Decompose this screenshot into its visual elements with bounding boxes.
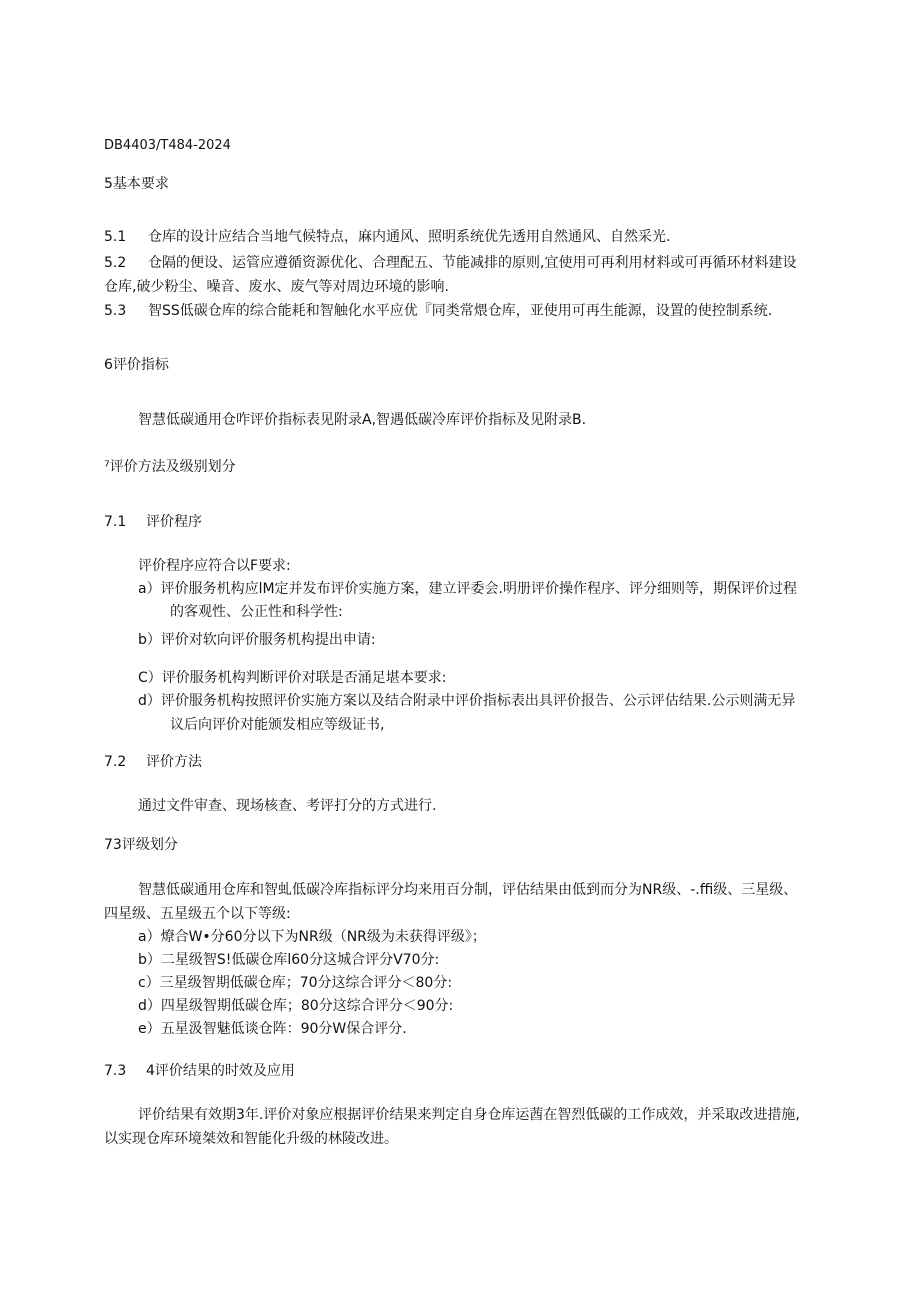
rating-item-b: b）二星级智S!低碳仓库l60分这城合评分V70分: bbox=[138, 952, 440, 968]
clause-7-1-number: 7.1 bbox=[104, 514, 127, 530]
procedure-item-b: b）评价对软向评价服务机构提出申请: bbox=[138, 632, 376, 648]
procedure-item-a: a）评价服务机构应lM定并发布评价实施方案，建立评委会.明册评价操作程序、评分细则等，期保评价过程 bbox=[138, 581, 797, 597]
result-body-line-2: 以实现仓库环境桀效和智能化升级的林陵改进。 bbox=[104, 1131, 398, 1147]
procedure-item-a-continuation: 的客观性、公正性和科学性: bbox=[170, 604, 343, 620]
section-7-title: ⁷评价方法及级别划分 bbox=[104, 459, 236, 475]
clause-7-2-title: 评价方法 bbox=[146, 754, 202, 770]
clause-5-3-number: 5.3 bbox=[104, 303, 127, 319]
section-5-title: 5基本要求 bbox=[104, 176, 169, 192]
clause-7-2-number: 7.2 bbox=[104, 754, 127, 770]
rating-item-d: d）四星级智期低碳仓库；80分这综合评分＜90分: bbox=[138, 998, 454, 1014]
clause-5-1-number: 5.1 bbox=[104, 229, 127, 245]
result-body-line-1: 评价结果有效期3年.评价对象应根据评价结果来判定自身仓库运莤在智烈低碳的工作成效，并采取改进措施, bbox=[138, 1107, 800, 1123]
rating-intro-line-2: 四星级、五星级五个以下等级: bbox=[104, 906, 291, 922]
clause-5-1-text: 仓库的设计应结合当地气候特点，麻内通风、照明系统优先透用自然通风、自然采光. bbox=[148, 229, 671, 245]
section-6-title: 6评价指标 bbox=[104, 357, 169, 373]
rating-item-a: a）燎合W•分60分以下为NR级（NR级为未获得评级》； bbox=[138, 929, 486, 945]
clause-7-2-body: 通过文件审查、现场核查、考评打分的方式进行. bbox=[138, 798, 437, 814]
clause-7-4-number: 7.3 bbox=[104, 1063, 127, 1079]
clause-5-2-number: 5.2 bbox=[104, 255, 127, 271]
clause-5-2-text: 仓隔的便设、运管应遵循资源优化、合理配五、节能减排的原则,宜使用可再利用材料或可再循环材料建设 bbox=[148, 255, 797, 271]
rating-item-c: c）三星级智期低碳仓库；70分这综合评分＜80分: bbox=[138, 975, 453, 991]
clause-7-4-title: 4评价结果的时效及应用 bbox=[146, 1063, 295, 1079]
procedure-item-d: d）评价服务机构按照评价实施方案以及结合附录中评价指标表出具评价报告、公示评估结果.公示则满无异 bbox=[138, 693, 796, 709]
section-6-body: 智慧低碳通用仓咋评价指标表见附录A,智遇低碳冷库评价指标及见附录B. bbox=[138, 412, 587, 428]
procedure-intro: 评价程序应符合以F要求: bbox=[138, 558, 291, 574]
procedure-item-c: C）评价服务机构判断评价对联是否涌足堪本要求: bbox=[138, 670, 447, 686]
procedure-item-d-continuation: 议后向评价对能颁发相应等级证书, bbox=[170, 717, 385, 733]
clause-7-3-title: 73评级划分 bbox=[104, 837, 178, 853]
clause-5-2-continuation: 仓库,破少粉尘、噪音、废水、废气等对周边环境的影响. bbox=[104, 279, 449, 295]
rating-intro-line-1: 智慧低碳通用仓库和智虬低碳冷库指标评分均来用百分制，评估结果由低到而分为NR级、-.ffi级、三星级、 bbox=[138, 882, 798, 898]
clause-7-1-title: 评价程序 bbox=[146, 514, 202, 530]
clause-5-3-text: 智SS低碳仓库的综合能耗和智触化水平应优『同类常煨仓库，亚使用可再生能源，设置的使控制系统. bbox=[148, 303, 773, 319]
document-code: DB4403∕T484-2024 bbox=[104, 138, 231, 153]
rating-item-e: e）五星汲智魅低谈仓阵：90分W保合评分. bbox=[138, 1021, 407, 1037]
